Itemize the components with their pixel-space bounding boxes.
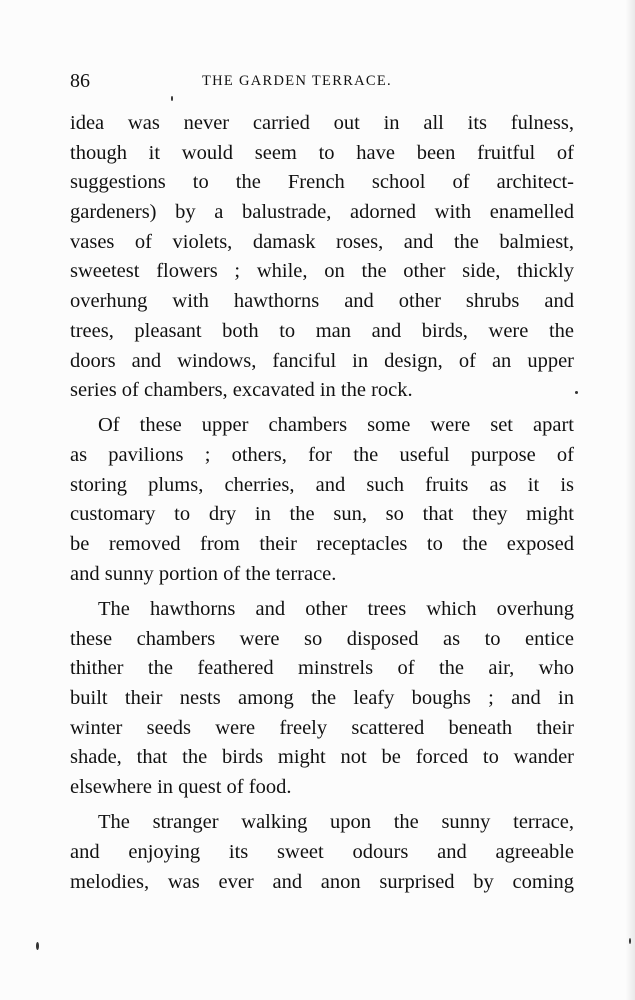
text-line: The stranger walking upon the sunny terrace, [98, 811, 574, 834]
paragraph [70, 411, 574, 589]
print-speck [575, 391, 578, 394]
text-line: trees, pleasant both to man and birds, were the [70, 319, 574, 342]
text-line: storing plums, cherries, and such fruits as it is [70, 473, 574, 496]
page-number: 86 [70, 70, 90, 92]
paragraph [70, 808, 574, 897]
text-line: and sunny portion of the terrace. [70, 562, 337, 585]
running-title: THE GARDEN TERRACE. [202, 73, 392, 89]
print-speck [36, 942, 39, 950]
text-line: Of these upper chambers some were set apart [98, 414, 574, 437]
paragraph [70, 595, 574, 803]
print-speck [629, 938, 631, 944]
print-speck [171, 96, 173, 101]
text-line: be removed from their receptacles to the exposed [70, 533, 574, 556]
text-line: doors and windows, fanciful in design, of an upper [70, 349, 574, 372]
text-line: customary to dry in the sun, so that they might [70, 503, 574, 526]
text-line: sweetest flowers ; while, on the other side, thickly [70, 260, 574, 283]
text-line: shade, that the birds might not be forced to wander [70, 746, 574, 769]
running-head [70, 66, 574, 96]
text-line: series of chambers, excavated in the rock. [70, 379, 413, 402]
text-line: though it would seem to have been fruitful of [70, 141, 574, 164]
text-line: idea was never carried out in all its fulness, [70, 112, 574, 134]
paragraph [70, 109, 574, 406]
text-line: winter seeds were freely scattered beneath their [70, 716, 574, 739]
text-line: melodies, was ever and anon surprised by coming [70, 870, 574, 893]
text-line: elsewhere in quest of food. [70, 776, 292, 799]
text-line: overhung with hawthorns and other shrubs and [70, 290, 574, 313]
text-line: as pavilions ; others, for the useful purpose of [70, 444, 574, 467]
text-line: and enjoying its sweet odours and agreeable [70, 841, 574, 863]
text-line: gardeners) by a balustrade, adorned with enamelled [70, 201, 574, 224]
page-edge-shadow [625, 0, 635, 1000]
text-line: suggestions to the French school of architect- [70, 171, 574, 194]
text-line: built their nests among the leafy boughs ; and in [70, 687, 574, 710]
text-line: vases of violets, damask roses, and the balmiest, [70, 230, 574, 253]
text-line: thither the feathered minstrels of the air, who [70, 657, 574, 680]
text-line: The hawthorns and other trees which overhung [98, 598, 574, 620]
text-line: these chambers were so disposed as to entice [70, 627, 574, 650]
body-text [70, 109, 574, 897]
